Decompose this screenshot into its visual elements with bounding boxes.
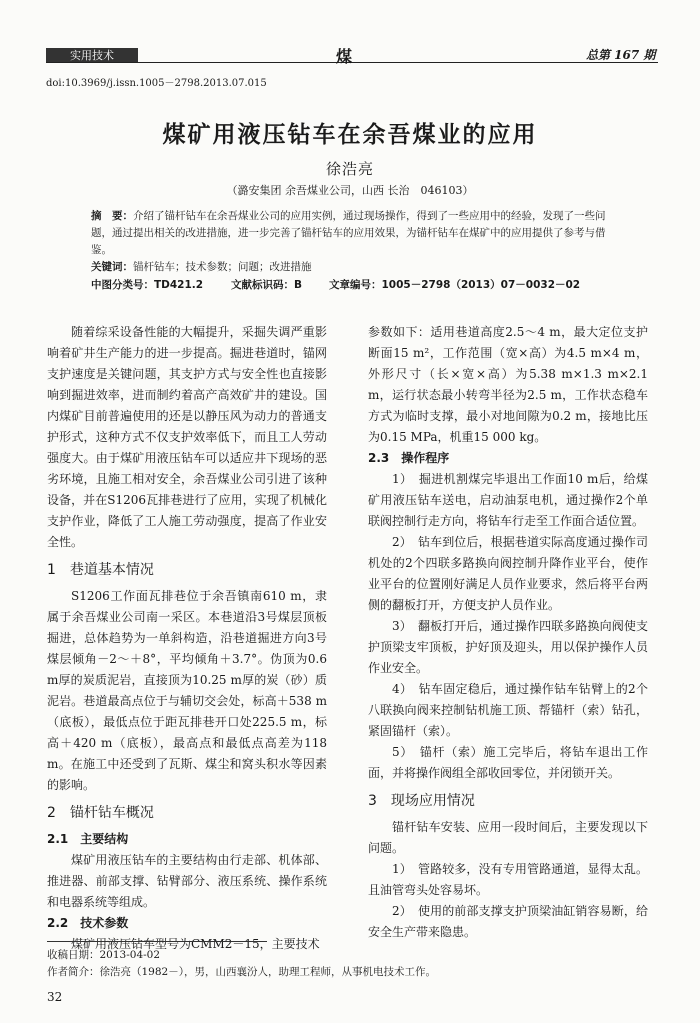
intro-paragraph: 随着综采设备性能的大幅提升，采掘失调严重影响着矿井生产能力的进一步提高。掘进巷道时，锚网支护速度是关键问题，其支护方式与安全性也直接影响到掘进效率，进而制约着高产高效矿井的建设。国内煤矿目前普遍使用的还是以静压风为动力的普通支护形式，这种方式不仅支护效率低下，而且工人劳动强度大。由于煤矿用液压钻车可以适应井下现场的恶劣环境，且施工相对安全，余吾煤业公司引进了该种设备，并在S1206瓦排巷进行了应用，实现了机械化支护作业，降低了工人施工劳动强度，提高了作业安全性。 bbox=[47, 325, 327, 549]
section-1-paragraph: S1206工作面瓦排巷位于余吾镇南610 m，隶属于余吾煤业公司南一采区。本巷道沿3号煤层顶板掘进，总体趋势为一单斜构造，沿巷道掘进方向3号煤层倾角－2～＋8°，平均倾角＋3.7°。伪顶为0.6 m厚的炭质泥岩，直接顶为10.25 m厚的炭（砂）质泥岩。巷道最高点位于与辅切交会处，标高＋538 m（底板），最低点位于距瓦排巷开口处225.5 m，标高＋420 m（底板），最高点和最低点高差为118 m。在施工中还受到了瓦斯、煤尘和窝头积水等因素的影响。 bbox=[47, 589, 327, 792]
step-4: 4） 钻车固定稳后，通过操作钻车钻臂上的2个八联换向阀来控制钻机施工顶、帮锚杆（索）钻孔，紧固锚杆（索）。 bbox=[368, 682, 648, 738]
right-column bbox=[368, 322, 648, 943]
section-1-heading: 1 巷道基本情况 bbox=[47, 562, 154, 578]
keywords-label: 关键词： bbox=[91, 261, 133, 273]
section-2-heading: 2 锚杆钻车概况 bbox=[47, 805, 154, 821]
section-3-heading: 3 现场应用情况 bbox=[368, 793, 475, 809]
received-date: 收稿日期：2013-04-02 bbox=[47, 949, 161, 961]
step-3: 3） 翻板打开后，通过操作四联多路换向阀使支护顶梁支牢顶板，护好顶及迎头，用以保护操作人员作业安全。 bbox=[368, 619, 648, 675]
section-tag: 实用技术 bbox=[46, 48, 138, 63]
step-1: 1） 掘进机割煤完毕退出工作面10 m后，给煤矿用液压钻车送电，启动油泵电机，通过操作2个单联阀控制行走方向，将钻车行走至工作面合适位置。 bbox=[368, 472, 648, 528]
parameters-paragraph: 参数如下：适用巷道高度2.5～4 m，最大定位支护断面15 m²，工作范围（宽×高）为4.5 m×4 m，外形尺寸（长×宽×高）为5.38 m×1.3 m×2.1 m，运行状态最小转弯半径为2.5 m，工作状态稳车方式为临时支撑，最小对地间隙为0.2 m，接地比压为0.15 MPa，机重15 000 kg。 bbox=[368, 325, 648, 444]
doi: doi:10.3969/j.issn.1005－2798.2013.07.015 bbox=[46, 78, 267, 89]
issue-number: 总第 167 期 bbox=[586, 48, 656, 62]
section-2-2-heading: 2.2 技术参数 bbox=[47, 916, 129, 930]
author-name: 徐浩亮 bbox=[325, 160, 374, 178]
step-2: 2） 钻车到位后，根据巷道实际高度通过操作司机处的2个四联多路换向阀控制升降作业平台，使作业平台的位置刚好满足人员作业要求，然后将平台两侧的翻板打开，方便支护人员作业。 bbox=[368, 535, 648, 612]
article-number: 文章编号：1005－2798（2013）07－0032－02 bbox=[329, 279, 581, 291]
section-2-2-paragraph: 煤矿用液压钻车型号为CMM2－15，主要技术 bbox=[71, 937, 320, 951]
abstract-text: 介绍了锚杆钻车在余吾煤业公司的应用实例，通过现场操作，得到了一些应用中的经验，发现了一些问题，通过提出相关的改进措施，进一步完善了锚杆钻车的应用效果，为锚杆钻车在煤矿中的应用提供了参考与借鉴。 bbox=[91, 210, 606, 256]
problem-1: 1） 管路较多，没有专用管路通道，显得太乱。且油管弯头处容易坏。 bbox=[368, 862, 648, 897]
keywords bbox=[91, 259, 616, 274]
section-2-1-paragraph: 煤矿用液压钻车的主要结构由行走部、机体部、推进器、前部支撑、钻臂部分、液压系统、操作系统和电器系统等组成。 bbox=[47, 853, 327, 909]
footnote-rule bbox=[47, 941, 267, 942]
document-code: 文献标识码：B bbox=[231, 279, 303, 291]
keywords-text: 锚杆钻车；技术参数；问题；改进措施 bbox=[133, 261, 312, 273]
problem-2: 2） 使用的前部支撑支护顶梁油缸销容易断，给安全生产带来隐患。 bbox=[368, 904, 648, 939]
left-column bbox=[47, 322, 327, 955]
abstract bbox=[91, 208, 616, 259]
abstract-label: 摘 要： bbox=[91, 210, 133, 222]
clc-number: 中图分类号：TD421.2 bbox=[91, 279, 204, 291]
article-title: 煤矿用液压钻车在余吾煤业的应用 bbox=[162, 121, 538, 148]
page-number: 32 bbox=[47, 990, 63, 1004]
step-5: 5） 锚杆（索）施工完毕后，将钻车退出工作面，并将操作阀组全部收回零位，并闭锁开关。 bbox=[368, 745, 648, 780]
section-2-1-heading: 2.1 主要结构 bbox=[47, 832, 129, 846]
section-3-intro: 锚杆钻车安装、应用一段时间后，主要发现以下问题。 bbox=[368, 820, 648, 855]
affiliation: （潞安集团 余吾煤业公司，山西 长治 046103） bbox=[226, 184, 474, 197]
author-bio: 作者简介：徐浩亮（1982－），男，山西襄汾人，助理工程师，从事机电技术工作。 bbox=[47, 966, 436, 978]
section-2-3-heading: 2.3 操作程序 bbox=[368, 451, 450, 465]
journal-mark: 煤 bbox=[336, 47, 353, 66]
